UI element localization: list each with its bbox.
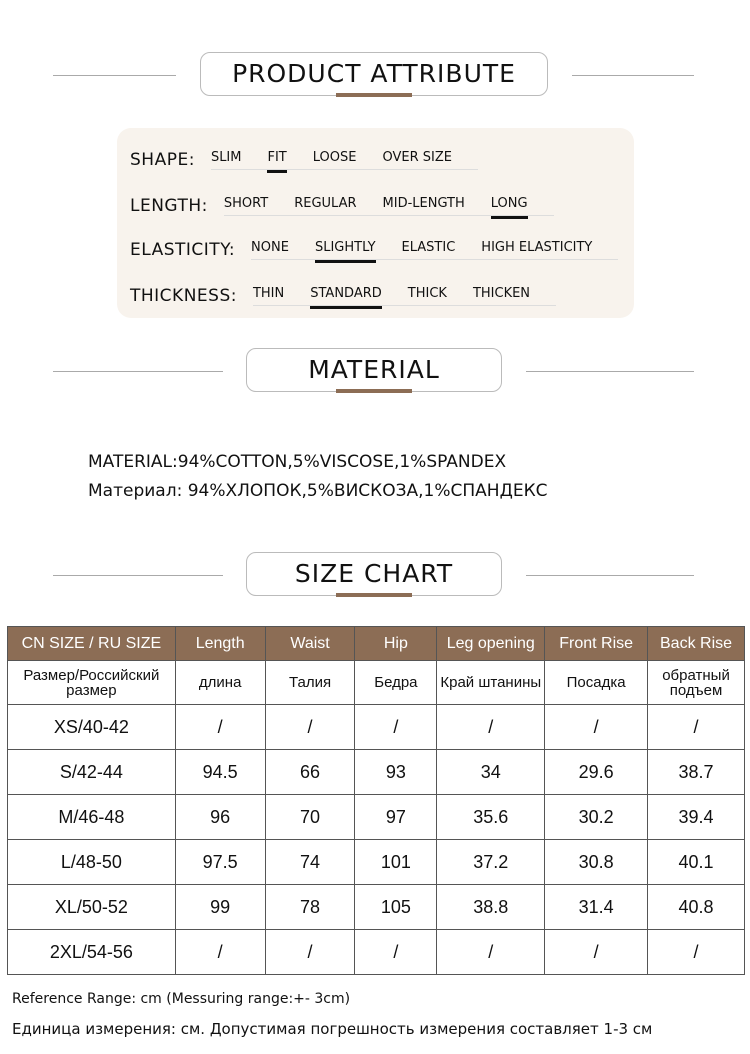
- attribute-option: LOOSE: [312, 150, 357, 165]
- table-cell: 29.6: [545, 750, 648, 795]
- column-header: Front Rise: [545, 627, 648, 661]
- table-cell: /: [648, 930, 745, 975]
- column-header: Hip: [355, 627, 437, 661]
- table-cell: L/48-50: [8, 840, 176, 885]
- table-row: [8, 930, 745, 975]
- table-row: [8, 840, 745, 885]
- table-cell: /: [545, 705, 648, 750]
- table-cell: 30.2: [545, 795, 648, 840]
- table-cell: 78: [265, 885, 355, 930]
- material-ru: Материал: 94%ХЛОПОК,5%ВИСКОЗА,1%СПАНДЕКС: [88, 481, 548, 501]
- column-header-ru: длина: [175, 661, 265, 705]
- attribute-option: HIGH ELASTICITY: [481, 240, 593, 255]
- attribute-option: SHORT: [223, 196, 269, 211]
- column-header: Length: [175, 627, 265, 661]
- table-cell: 105: [355, 885, 437, 930]
- attribute-option: SLIM: [210, 150, 242, 165]
- table-cell: 66: [265, 750, 355, 795]
- table-cell: 96: [175, 795, 265, 840]
- attribute-label: SHAPE:: [130, 150, 195, 170]
- table-cell: /: [437, 705, 545, 750]
- table-row: [8, 885, 745, 930]
- section-title: PRODUCT ATTRIBUTE: [232, 59, 516, 88]
- section-header-attribute: [0, 52, 750, 100]
- column-header: CN SIZE / RU SIZE: [8, 627, 176, 661]
- attribute-row: [130, 230, 618, 260]
- table-cell: 2XL/54-56: [8, 930, 176, 975]
- table-header-row: [8, 627, 745, 661]
- attribute-label: THICKNESS:: [130, 286, 237, 306]
- table-cell: /: [355, 705, 437, 750]
- attribute-row: [130, 186, 554, 216]
- column-header-ru: Посадка: [545, 661, 648, 705]
- table-cell: 30.8: [545, 840, 648, 885]
- attribute-option: OVER SIZE: [382, 150, 452, 165]
- table-cell: /: [355, 930, 437, 975]
- table-cell: /: [648, 705, 745, 750]
- section-title: SIZE CHART: [294, 559, 454, 588]
- table-cell: /: [175, 705, 265, 750]
- table-cell: 40.1: [648, 840, 745, 885]
- column-header-ru: Размер/Российский размер: [8, 661, 176, 705]
- table-cell: XL/50-52: [8, 885, 176, 930]
- attribute-option: REGULAR: [294, 196, 357, 211]
- table-cell: 34: [437, 750, 545, 795]
- attribute-label: ELASTICITY:: [130, 240, 236, 260]
- attribute-option: MID-LENGTH: [382, 196, 465, 211]
- table-row: [8, 795, 745, 840]
- material-en: MATERIAL:94%COTTON,5%VISCOSE,1%SPANDEX: [88, 452, 507, 472]
- table-cell: /: [437, 930, 545, 975]
- table-cell: 99: [175, 885, 265, 930]
- table-cell: 37.2: [437, 840, 545, 885]
- table-cell: 101: [355, 840, 437, 885]
- section-header-material: [0, 348, 750, 396]
- table-row: [8, 750, 745, 795]
- table-cell: /: [545, 930, 648, 975]
- attribute-option: FIT: [267, 150, 287, 165]
- table-row: [8, 705, 745, 750]
- table-cell: 97: [355, 795, 437, 840]
- attribute-option: SLIGHTLY: [314, 240, 376, 255]
- attribute-label: LENGTH:: [130, 196, 208, 216]
- column-header-ru: Край штанины: [437, 661, 545, 705]
- footer-ru: Единица измерения: см. Допустимая погрешность измерения составляет 1-3 см: [12, 1020, 653, 1038]
- table-cell: 94.5: [175, 750, 265, 795]
- attribute-option: ELASTIC: [401, 240, 456, 255]
- table-cell: 97.5: [175, 840, 265, 885]
- table-cell: 38.7: [648, 750, 745, 795]
- table-cell: M/46-48: [8, 795, 176, 840]
- table-cell: /: [175, 930, 265, 975]
- table-cell: 39.4: [648, 795, 745, 840]
- table-cell: 70: [265, 795, 355, 840]
- section-title: MATERIAL: [308, 355, 440, 384]
- table-cell: 38.8: [437, 885, 545, 930]
- table-cell: 74: [265, 840, 355, 885]
- table-cell: 31.4: [545, 885, 648, 930]
- table-cell: 40.8: [648, 885, 745, 930]
- footer-en: Reference Range: cm (Messuring range:+- 3cm): [12, 991, 351, 1007]
- column-header: Back Rise: [648, 627, 745, 661]
- table-cell: /: [265, 930, 355, 975]
- table-cell: S/42-44: [8, 750, 176, 795]
- table-cell: 93: [355, 750, 437, 795]
- attribute-option: STANDARD: [310, 286, 382, 301]
- column-header-ru: Бедра: [355, 661, 437, 705]
- attribute-option: THICK: [407, 286, 447, 301]
- column-header: Waist: [265, 627, 355, 661]
- table-header-row-ru: [8, 661, 745, 705]
- attribute-option: LONG: [490, 196, 528, 211]
- attribute-row: [130, 140, 478, 170]
- table-cell: 35.6: [437, 795, 545, 840]
- column-header-ru: Талия: [265, 661, 355, 705]
- attribute-row: [130, 276, 556, 306]
- column-header-ru: обратный подъем: [648, 661, 745, 705]
- attribute-option: NONE: [251, 240, 289, 255]
- attribute-option: THICKEN: [472, 286, 531, 301]
- product-attribute-panel: [117, 128, 634, 318]
- attribute-option: THIN: [252, 286, 285, 301]
- section-header-size-chart: [0, 552, 750, 600]
- table-cell: XS/40-42: [8, 705, 176, 750]
- column-header: Leg opening: [437, 627, 545, 661]
- size-chart-table: [7, 626, 745, 975]
- table-cell: /: [265, 705, 355, 750]
